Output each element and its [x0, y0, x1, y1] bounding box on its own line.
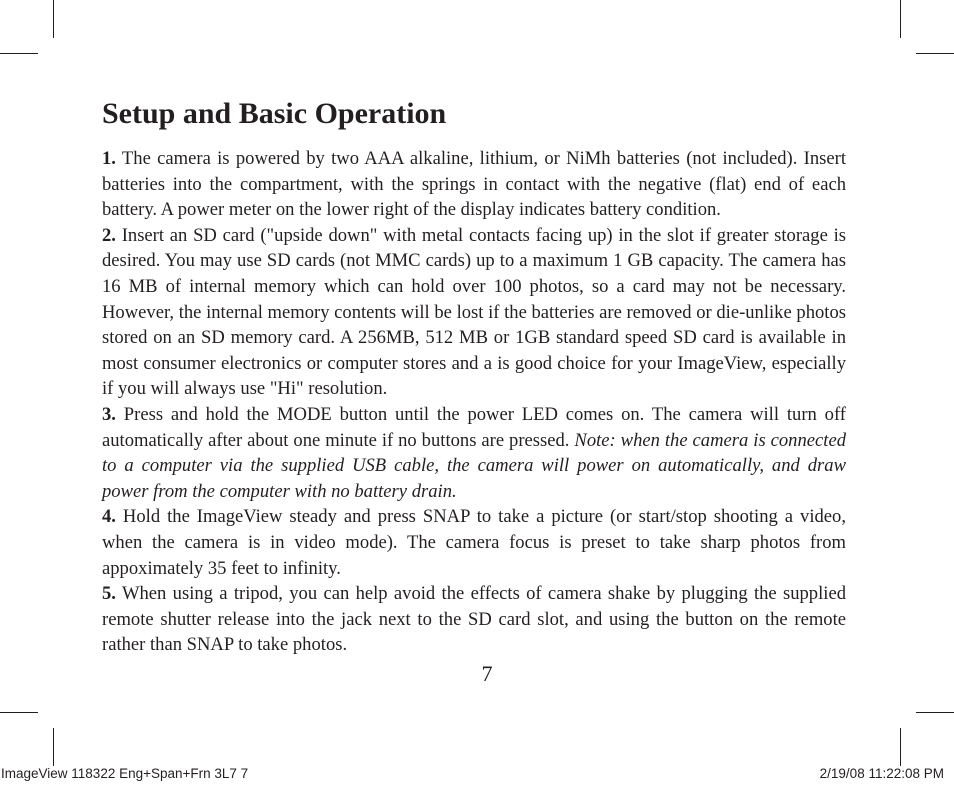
- crop-mark-bottom-left-horizontal: [0, 712, 38, 713]
- crop-mark-top-left-horizontal: [0, 53, 38, 54]
- page-number: 7: [481, 661, 493, 686]
- step-number: 5.: [102, 583, 116, 605]
- crop-mark-bottom-right-horizontal: [916, 712, 954, 713]
- step-text: Hold the ImageView steady and press SNAP to take a picture (or start/stop shooting a video, when the camera is in video mode). The camera focus is preset to take sharp photos from appoximately 35 feet to infinity.: [102, 506, 846, 579]
- step-text: When using a tripod, you can help avoid the effects of camera shake by plugging the supplied remote shutter release into the jack next to the SD card slot, and using the button on the remote rather than SNAP to take photos.: [102, 583, 846, 656]
- step-2: [102, 223, 846, 402]
- step-text: Press and hold the MODE button until the power LED comes on. The camera will turn off automatically after about one minute if no buttons are pressed.: [102, 403, 846, 451]
- print-slug-timestamp: 2/19/08 11:22:08 PM: [819, 766, 944, 781]
- step-text: Insert an SD card ("upside down" with metal contacts facing up) in the slot if greater storage is desired. You may use SD cards (not MMC cards) up to a maximum 1 GB capacity. The camera has 16 MB of internal memory which can hold over 100 photos, so a card may not be necessary. However, the internal memory contents will be lost if the batteries are removed or die-unlike photos stored on an SD memory card. A 256MB, 512 MB or 1GB standard speed SD card is available in most consumer electronics or computer stores and a is good choice for your ImageView, especially if you will always use "Hi" resolution.: [102, 224, 846, 400]
- crop-mark-bottom-right-vertical: [900, 728, 901, 766]
- step-number: 4.: [102, 506, 116, 528]
- page-title: Setup and Basic Operation: [102, 97, 447, 130]
- step-number: 2.: [102, 224, 116, 246]
- crop-mark-bottom-left-vertical: [53, 728, 54, 766]
- step-text: The camera is powered by two AAA alkaline, lithium, or NiMh batteries (not included). Insert batteries into the compartment, with the springs in contact with the negative (flat) end of each battery. A power meter on the lower right of the display indicates battery condition.: [102, 148, 846, 221]
- step-number: 1.: [102, 148, 116, 169]
- step-5: [102, 581, 846, 658]
- step-1: [102, 146, 846, 223]
- print-slug-file-info: ImageView 118322 Eng+Span+Frn 3L7 7: [1, 766, 249, 781]
- step-number: 3.: [102, 403, 116, 425]
- instructions-body: [102, 146, 846, 658]
- crop-mark-top-left-vertical: [53, 0, 54, 38]
- step-3: [102, 402, 846, 504]
- crop-mark-top-right-vertical: [900, 0, 901, 38]
- crop-mark-top-right-horizontal: [916, 53, 954, 54]
- step-4: [102, 504, 846, 581]
- step-note: Note: when the camera is connected to a computer via the supplied USB cable, the camera will power on automatically, and draw power from the computer with no battery drain.: [102, 429, 846, 502]
